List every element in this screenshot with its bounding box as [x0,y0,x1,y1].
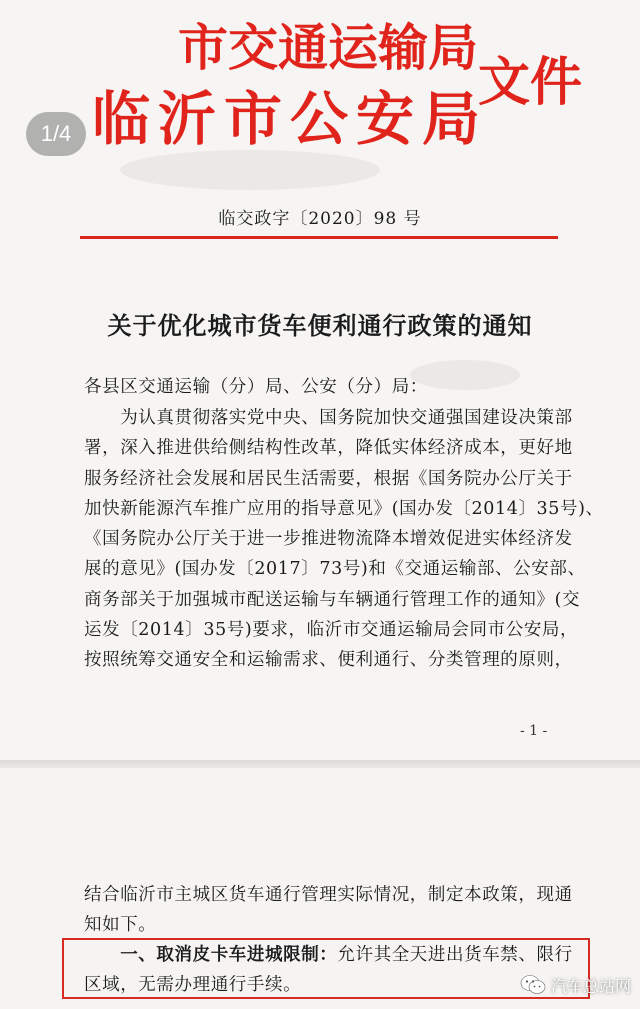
paragraph-2 [84,880,573,941]
page-counter-badge[interactable]: 1/4 [26,112,86,156]
salutation: 各县区交通运输（分）局、公安（分）局： [84,377,428,397]
issuer-line-1: 市交通运输局 [178,18,478,77]
item-1-lead: 一、取消皮卡车进城限制： [84,945,338,965]
page-number: - 1 - [520,723,548,739]
wechat-icon [520,974,546,996]
item-1-line-2: 区域，无需办理通行手续。 [84,975,302,996]
item-1-line-1 [84,940,573,970]
red-divider-rule [80,236,558,239]
paragraph-line: 结合临沂市主城区货车通行管理实际情况，制定本政策，现通 [84,885,573,905]
issuer-suffix: 文件 [478,52,583,113]
watermark [520,970,631,1000]
issuer-line-2: 临沂市公安局 [92,85,489,153]
paragraph-line: 按照统筹交通安全和运输需求、便利通行、分类管理的原则， [84,650,573,671]
paragraph-line: 运发〔2014〕35号)要求，临沂市交通运输局会同市公安局， [84,620,579,641]
paragraph-line: 知如下。 [84,915,157,936]
scan-smudge [120,150,380,190]
paragraph-line: 加快新能源汽车推广应用的指导意见》(国办发〔2014〕35号)、 [84,498,604,519]
document-title: 关于优化城市货车便利通行政策的通知 [107,311,533,340]
paragraph-line: 署，深入推进供给侧结构性改革，降低实体经济成本，更好地 [84,438,573,459]
paragraph-line: 展的意见》(国办发〔2017〕73号)和《交通运输部、公安部、 [84,559,586,580]
paragraph-line: 《国务院办公厅关于进一步推进物流降本增效促进实体经济发 [84,529,573,550]
watermark-text: 汽车总站网 [551,976,632,996]
paragraph-line: 为认真贯彻落实党中央、国务院加快交通强国建设决策部 [84,408,573,428]
item-1 [84,940,573,1001]
paragraph-line: 商务部关于加强城市配送运输与车辆通行管理工作的通知》(交 [84,589,581,610]
item-1-text: 允许其全天进出货车禁、限行 [337,945,573,965]
paragraph-1 [84,403,604,676]
document-number: 临交政字〔2020〕98 号 [218,209,422,229]
paragraph-line: 服务经济社会发展和居民生活需要，根据《国务院办公厅关于 [84,468,573,489]
